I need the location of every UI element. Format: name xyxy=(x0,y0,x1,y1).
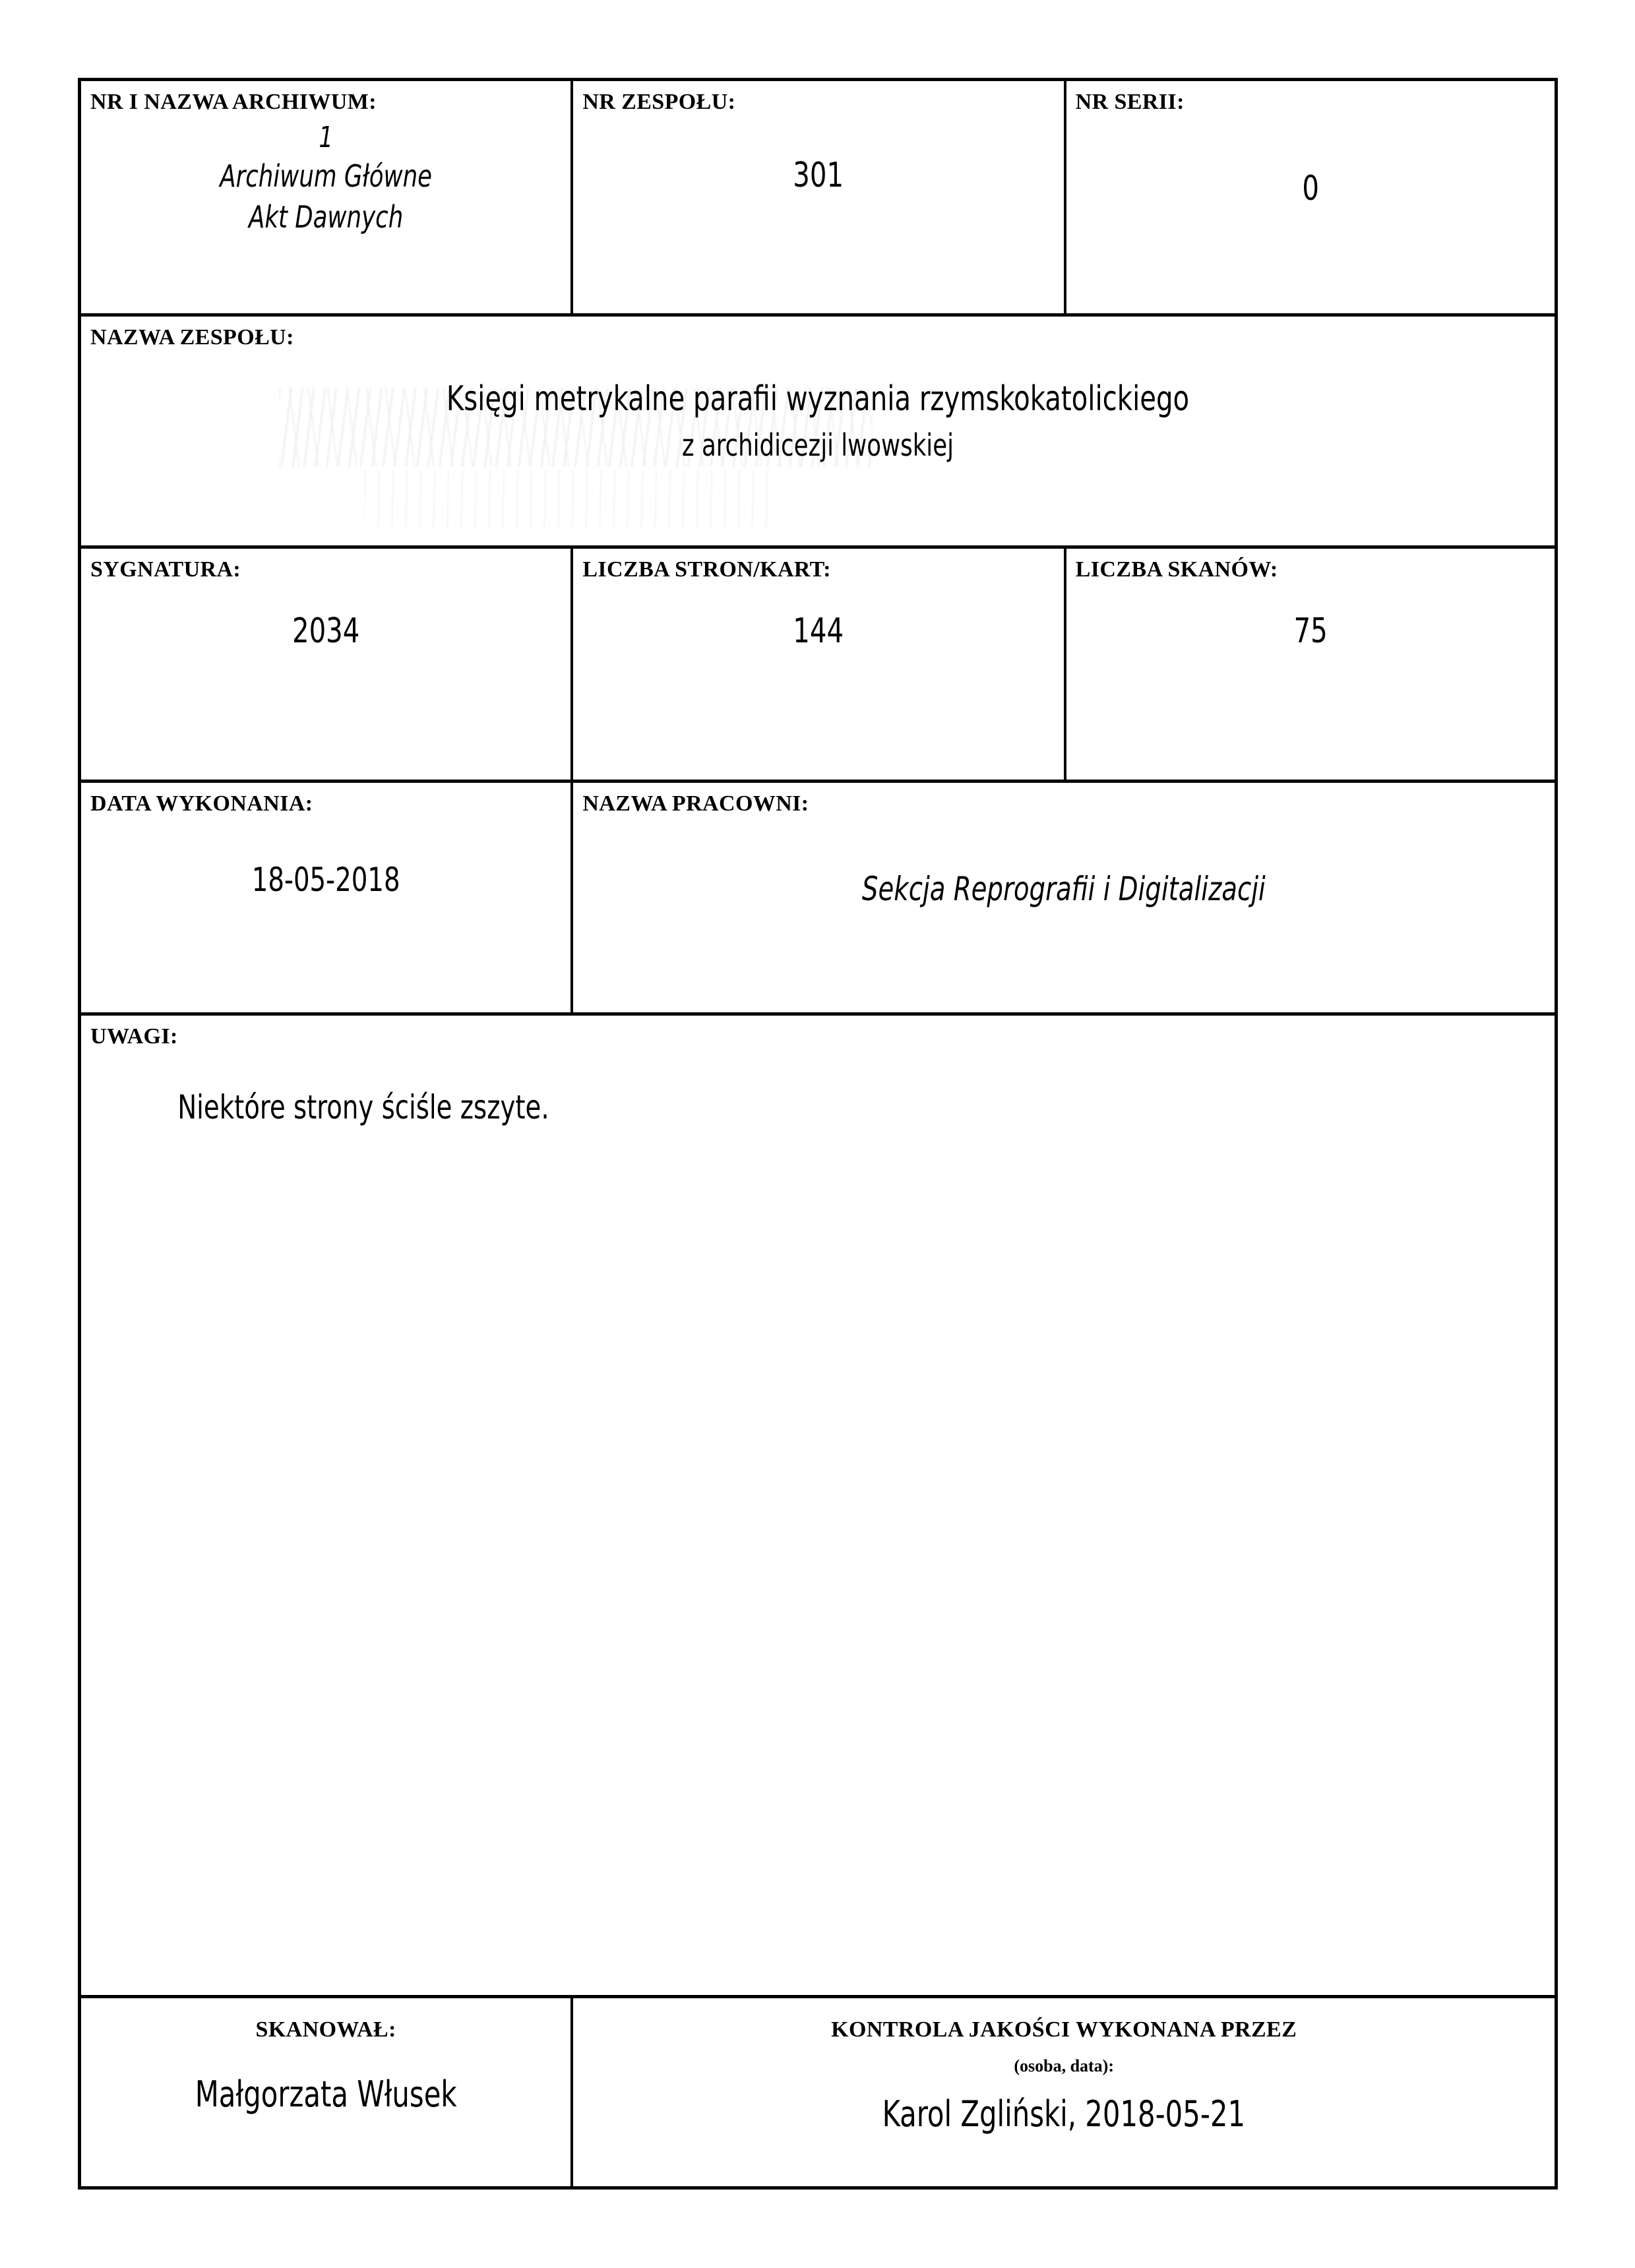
table-row-remarks xyxy=(81,1016,1555,1998)
value-signature: 2034 xyxy=(292,611,360,651)
sublabel-quality-control: (osoba, data): xyxy=(1014,2056,1114,2075)
table-row-signoff xyxy=(81,1998,1555,2188)
value-studio-name: Sekcja Reprografii i Digitalizacji xyxy=(862,869,1266,908)
value-fonds-name-line1: Księgi metrykalne parafii wyznania rzymskokatolickiego xyxy=(446,379,1190,419)
table-row-date-studio xyxy=(81,783,1555,1016)
label-pages-count: LICZBA STRON/KART: xyxy=(582,557,831,582)
table-row-archive xyxy=(81,81,1555,317)
cell-date-done xyxy=(81,783,573,1012)
value-archive-number: 1 xyxy=(319,120,333,154)
cell-fonds-name xyxy=(81,317,1555,545)
table-row-fonds-name xyxy=(81,317,1555,549)
value-scans-count: 75 xyxy=(1293,611,1328,651)
label-scanned-by: SKANOWAŁ: xyxy=(255,2017,396,2042)
cell-pages-count xyxy=(573,549,1066,780)
label-fonds-name: NAZWA ZESPOŁU: xyxy=(90,325,294,350)
metadata-form-table xyxy=(78,78,1558,2190)
cell-studio-name xyxy=(573,783,1555,1012)
label-studio-name: NAZWA PRACOWNI: xyxy=(582,791,809,816)
value-scanned-by: Małgorzata Włusek xyxy=(195,2073,457,2115)
cell-quality-control xyxy=(573,1998,1555,2188)
value-fonds-number: 301 xyxy=(793,155,844,195)
label-archive-name: NR I NAZWA ARCHIWUM: xyxy=(90,90,377,114)
label-series-number: NR SERII: xyxy=(1075,90,1185,114)
cell-fonds-number xyxy=(573,81,1066,313)
value-archive-name-line2: Akt Dawnych xyxy=(249,199,404,235)
value-series-number: 0 xyxy=(1302,168,1319,208)
label-fonds-number: NR ZESPOŁU: xyxy=(582,90,736,114)
value-remarks: Niektóre strony ściśle zszyte. xyxy=(177,1088,549,1126)
cell-remarks xyxy=(81,1016,1555,1995)
cell-series-number xyxy=(1066,81,1555,313)
scan-artifact-secondary xyxy=(365,470,774,529)
value-quality-control: Karol Zgliński, 2018-05-21 xyxy=(882,2093,1246,2135)
label-remarks: UWAGI: xyxy=(90,1024,178,1049)
value-pages-count: 144 xyxy=(793,611,844,651)
cell-scanned-by xyxy=(81,1998,573,2188)
label-scans-count: LICZBA SKANÓW: xyxy=(1075,557,1278,582)
label-signature: SYGNATURA: xyxy=(90,557,241,582)
table-row-counts xyxy=(81,549,1555,783)
cell-scans-count xyxy=(1066,549,1555,780)
label-date-done: DATA WYKONANIA: xyxy=(90,791,313,816)
value-fonds-name-line2: z archidicezji lwowskiej xyxy=(681,427,954,463)
cell-archive-name xyxy=(81,81,573,313)
label-quality-control: KONTROLA JAKOŚCI WYKONANA PRZEZ xyxy=(831,2017,1297,2042)
cell-signature xyxy=(81,549,573,780)
value-archive-name-line1: Archiwum Główne xyxy=(220,158,433,194)
value-date-done: 18-05-2018 xyxy=(251,860,400,899)
